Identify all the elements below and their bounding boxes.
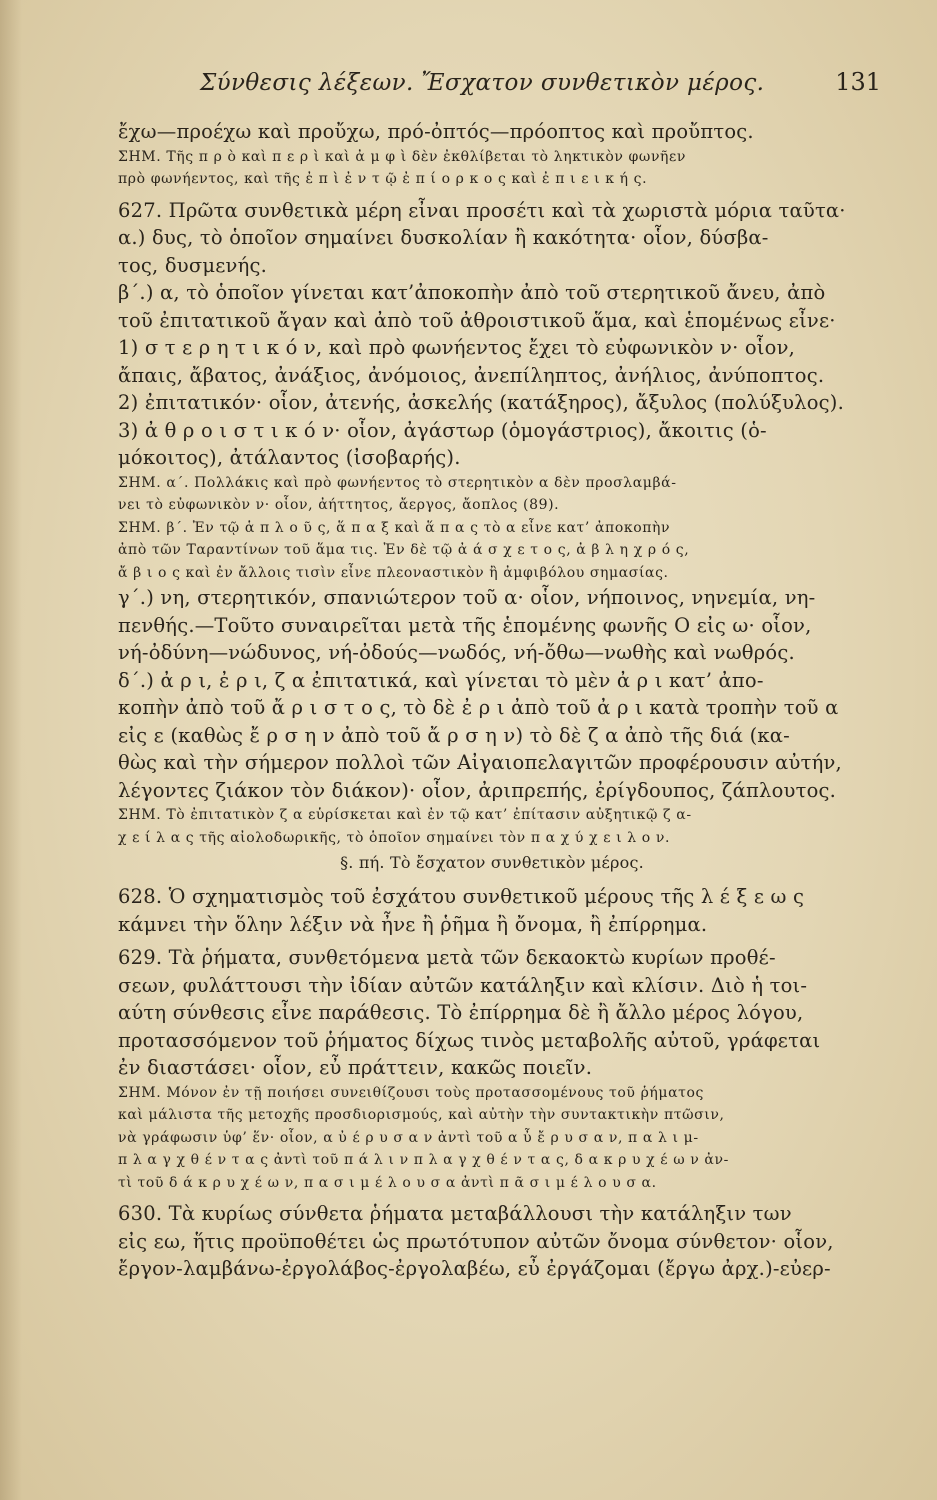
text-line: μόκοιτος), ἀτάλαντος (ἰσοβαρής).: [118, 446, 461, 469]
note-line: ΣΗΜ. Τὸ ἐπιτατικὸν ζ α εὑρίσκεται καὶ ἐν τῷ κατ’ ἐπίτασιν αὐξητικῷ ζ α-: [118, 807, 692, 823]
text-line: κοπὴν ἀπὸ τοῦ ἄ ρ ι σ τ ο ς, τὸ δὲ ἐ ρ ι ἀπὸ τοῦ ἀ ρ ι κατὰ τροπὴν τοῦ α: [118, 696, 839, 719]
text-line: δ΄.) ἀ ρ ι, ἐ ρ ι, ζ α ἐπιτατικά, καὶ γίνεται τὸ μὲν ἀ ρ ι κατ’ ἀπο-: [118, 668, 764, 692]
page-edge-shadow: [0, 0, 22, 1500]
text-line: εἰς εω, ἥτις προϋποθέτει ὡς πρωτότυπον αὐτῶν ὄνομα σύνθετον· οἷον,: [118, 1229, 834, 1253]
note-line: νει τὸ εὐφωνικὸν ν· οἷον, ἀήττητος, ἄεργος, ἄοπλος (89).: [118, 497, 560, 513]
note-line: πρὸ φωνήεντος, καὶ τῆς ἐ π ὶ ἐ ν τ ῷ ἐ π ί ο ρ κ ο ς καὶ ἐ π ι ε ι κ ή ς.: [118, 171, 648, 187]
paragraph-start-line: 628. Ὁ σχηματισμὸς τοῦ ἐσχάτου συνθετικοῦ μέρους τῆς λ έ ξ ε ω ς: [118, 885, 805, 908]
text-line: ἔχω—προέχω καὶ προὔχω, πρό-ὀπτός—πρόοπτος καὶ προὔπτος.: [118, 120, 754, 143]
paragraph-start-line: 627. Πρῶτα συνθετικὰ μέρη εἶναι προσέτι καὶ τὰ χωριστὰ μόρια ταῦτα·: [118, 198, 846, 222]
text-line: τος, δυσμενής.: [118, 253, 267, 277]
text-line: κάμνει τὴν ὅλην λέξιν νὰ ἦνε ἢ ῥῆμα ἢ ὄνομα, ἢ ἐπίρρημα.: [118, 912, 708, 936]
note-line: ΣΗΜ. α΄. Πολλάκις καὶ πρὸ φωνήεντος τὸ στερητικὸν α δὲν προσλαμβά-: [118, 474, 677, 491]
text-line: ἄπαις, ἄβατος, ἀνάξιος, ἀνόμοιος, ἀνεπίληπτος, ἀνήλιος, ἀνύποπτος.: [118, 363, 825, 387]
note-line: ἄ β ι ο ς καὶ ἐν ἄλλοις τισὶν εἶνε πλεοναστικὸν ἢ ἀμφιβόλου σημασίας.: [118, 564, 669, 581]
page-header: [0, 66, 937, 106]
text-line: λέγοντες ζιάκον τὸν διάκον)· οἷον, ἀριπρεπής, ἐρίγδουπος, ζάπλουτος.: [118, 778, 837, 802]
text-line: 3) ἀ θ ρ ο ι σ τ ι κ ό ν· οἷον, ἀγάστωρ (ὁμογάστριος), ἄκοιτις (ὁ-: [118, 418, 767, 442]
text-line: 2) ἐπιτατικόν· οἷον, ἀτενής, ἀσκελής (κατάξηρος), ἄξυλος (πολύξυλος).: [118, 391, 844, 414]
note-line: καὶ μάλιστα τῆς μετοχῆς προσδιορισμούς, καὶ αὐτὴν τὴν συντακτικὴν πτῶσιν,: [118, 1107, 725, 1123]
text-line: θὼς καὶ τὴν σήμερον πολλοὶ τῶν Αἰγαιοπελαγιτῶν προφέρουσιν αὐτήν,: [118, 751, 842, 774]
note-line: ΣΗΜ. Μόνον ἐν τῇ ποιήσει συνειθίζουσι τοὺς προτασσομένους τοῦ ῥήματος: [118, 1084, 704, 1101]
text-line: γ΄.) νη, στερητικόν, σπανιώτερον τοῦ α· οἷον, νήποινος, νηνεμία, νη-: [118, 586, 816, 609]
note-line: ΣΗΜ. β΄. Ἐν τῷ ἁ π λ ο ῦ ς, ἅ π α ξ καὶ ἅ π α ς τὸ α εἶνε κατ’ ἀποκοπὴν: [118, 519, 671, 536]
note-line: π λ α γ χ θ έ ν τ α ς ἀντὶ τοῦ π ά λ ι ν π λ α γ χ θ έ ν τ α ς, δ α κ ρ υ χ έ ω ν ἀν-: [118, 1152, 729, 1168]
text-line: τοῦ ἐπιτατικοῦ ἄγαν καὶ ἀπὸ τοῦ ἀθροιστικοῦ ἅμα, καὶ ἑπομένως εἶνε·: [118, 308, 836, 332]
paragraph-start-line: 629. Τὰ ῥήματα, συνθετόμενα μετὰ τῶν δεκαοκτὼ κυρίων προθέ-: [118, 946, 776, 969]
note-line: νὰ γράφωσιν ὑφ’ ἕν· οἷον, α ὐ έ ρ υ σ α ν ἀντὶ τοῦ α ὖ ἔ ρ υ σ α ν, π α λ ι μ-: [118, 1129, 699, 1146]
paragraph-start-line: 630. Τὰ κυρίως σύνθετα ῥήματα μεταβάλλουσι τὴν κατάληξιν των: [118, 1202, 792, 1225]
text-line: α.) δυς, τὸ ὁποῖον σημαίνει δυσκολίαν ἢ κακότητα· οἷον, δύσβα-: [118, 226, 769, 249]
text-line: αύτη σύνθεσις εἶνε παράθεσις. Τὸ ἐπίρρημα δὲ ἢ ἄλλο μέρος λόγου,: [118, 1001, 804, 1024]
text-line: ἔργον-λαμβάνω-ἐργολάβος-ἐργολαβέω, εὖ ἐργάζομαι (ἔργω ἀρχ.)-εὐερ-: [118, 1257, 831, 1280]
note-line: χ ε ί λ α ς τῆς αἰολοδωρικῆς, τὸ ὁποῖον σημαίνει τὸν π α χ ύ χ ε ι λ ο ν.: [118, 829, 671, 846]
text-line: εἰς ε (καθὼς ἔ ρ σ η ν ἀπὸ τοῦ ἄ ρ σ η ν) τὸ δὲ ζ α ἀπὸ τῆς διά (κα-: [118, 723, 790, 747]
text-line: β΄.) α, τὸ ὁποῖον γίνεται κατ’ἀποκοπὴν ἀπὸ τοῦ στερητικοῦ ἄνευ, ἀπὸ: [118, 281, 826, 304]
page-number: 131: [835, 68, 881, 96]
running-head: Σύνθεσις λέξεων. Ἔσχατον συνθετικὸν μέρος.: [200, 70, 765, 96]
text-line: προτασσόμενον τοῦ ῥήματος δίχως τινὸς μεταβολῆς αὐτοῦ, γράφεται: [118, 1028, 821, 1052]
text-block: [118, 118, 866, 1283]
section-heading: §. πή. Τὸ ἔσχατον συνθετικὸν μέρος.: [340, 853, 644, 872]
text-line: νή-ὀδύνη—νώδυνος, νή-ὀδούς—νωδός, νή-ὄθω—νωθὴς καὶ νωθρός.: [118, 641, 795, 664]
text-line: σεων, φυλάττουσι τὴν ἰδίαν αὐτῶν κατάληξιν καὶ κλίσιν. Διὸ ἡ τοι-: [118, 973, 808, 997]
note-line: ἀπὸ τῶν Ταραντίνων τοῦ ἅμα τις. Ἐν δὲ τῷ ἀ ά σ χ ε τ ο ς, ἀ β λ η χ ρ ό ς,: [118, 542, 690, 558]
text-line: ἐν διαστάσει· οἷον, εὖ πράττειν, κακῶς ποιεῖν.: [118, 1056, 593, 1079]
text-line: 1) σ τ ε ρ η τ ι κ ό ν, καὶ πρὸ φωνήεντος ἔχει τὸ εὐφωνικὸν ν· οἷον,: [118, 336, 796, 359]
note-line: τὶ τοῦ δ ά κ ρ υ χ έ ω ν, π α σ ι μ έ λ ο υ σ α ἀντὶ π ᾶ σ ι μ έ λ ο υ σ α.: [118, 1174, 657, 1191]
text-line: πενθής.—Τοῦτο συναιρεῖται μετὰ τῆς ἑπομένης φωνῆς Ο εἰς ω· οἷον,: [118, 613, 812, 637]
note-line: ΣΗΜ. Τῆς π ρ ὸ καὶ π ε ρ ὶ καὶ ἀ μ φ ὶ δὲν ἐκθλίβεται τὸ ληκτικὸν φωνῆεν: [118, 148, 687, 165]
